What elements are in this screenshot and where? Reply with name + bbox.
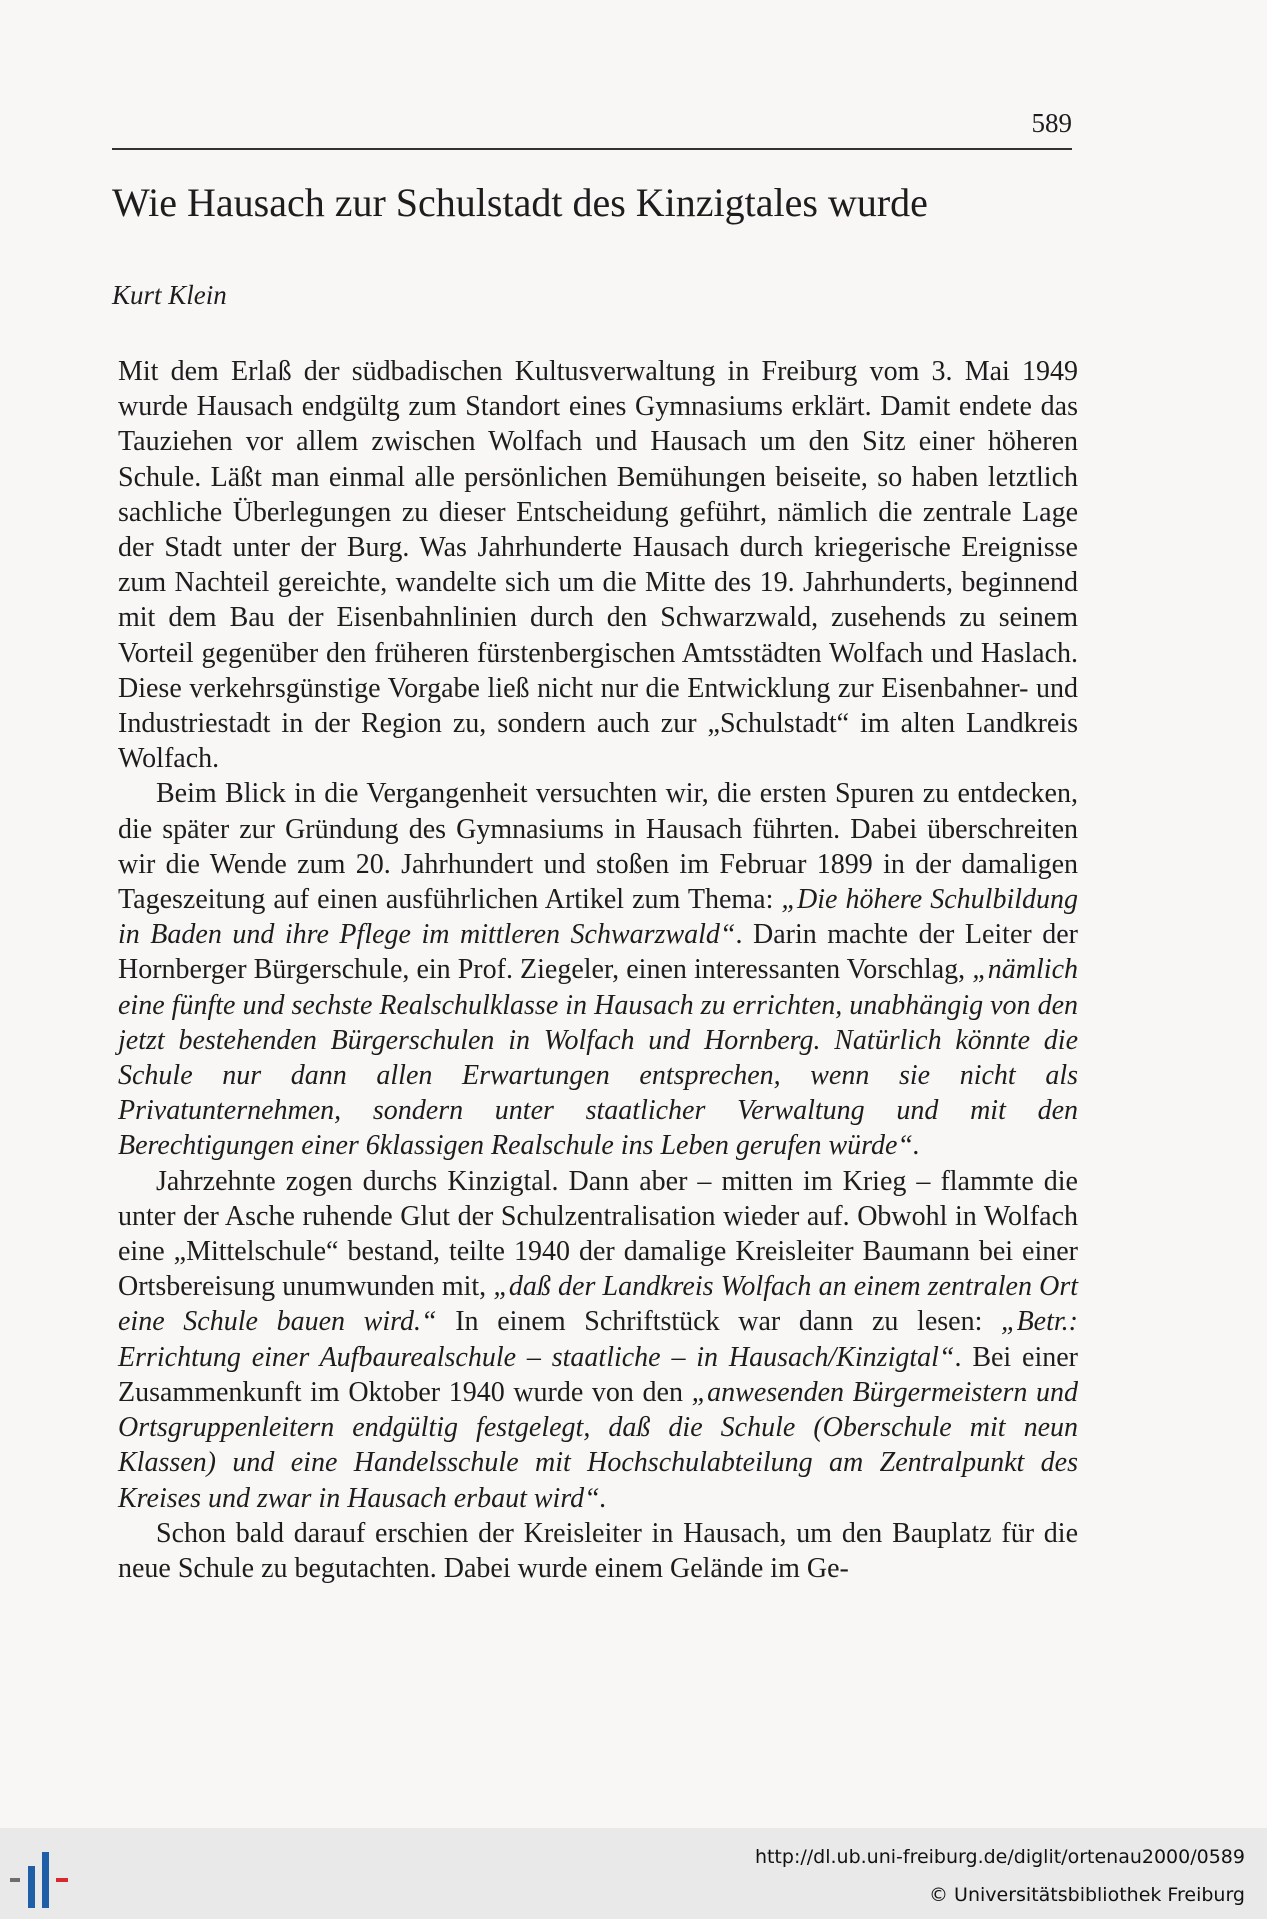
italic-quote: „nämlich eine fünfte und sechste Realschulklasse in Hausach zu errichten, unabhängig von den jetzt bestehenden Bürgerschulen in Wolfach und Hornberg. Natürlich könnte die Schule nur dann allen Erwartungen entsprechen, wenn sie nicht als Privatunternehmen, sondern unter staatlicher Verwaltung und mit den Berechtigungen einer 6klassigen Realschule ins Leben gerufen würde“. [118,954,1078,1162]
text-run: Schon bald darauf erschien der Kreisleiter in Hausach, um den Bauplatz für die neue Schule zu begutachten. Dabei wurde einem Gelände im Ge- [118,1517,1078,1584]
source-url-link[interactable]: http://dl.ub.uni-freiburg.de/diglit/ortenau2000/0589 [754,1846,1245,1868]
paragraph-3 [118,1164,1078,1516]
text-run: In einem Schriftstück war dann zu lesen: [436,1306,1001,1338]
paragraph-1 [118,354,1078,776]
text-run: Jahrzehnte zogen durchs Kinzigtal. Dann aber – mitten im Krieg – flammte die unter der Asche ruhende Glut der Schulzentralisation wieder auf. Obwohl in Wolfach eine „Mittelschule“ bestand, teilte 1940 der damalige Kreisleiter Baumann bei einer Ortsbereisung unumwunden mit, [118,1165,1078,1303]
italic-quote: „anwesenden Bürgermeistern und Ortsgruppenleitern endgültig festgelegt, daß die Schule (Oberschule mit neun Klassen) und eine Handelsschule mit Hochschulabteilung am Zentralpunkt des Kreises und zwar in Hausach erbaut wird“. [118,1376,1078,1514]
text-run: Beim Blick in die Vergangenheit versuchten wir, die ersten Spuren zu entdecken, die später zur Gründung des Gymnasiums in Hausach führten. Dabei überschreiten wir die Wende zum 20. Jahrhundert und stoßen im Februar 1899 in der damaligen Tageszeitung auf einen ausführlichen Artikel zum Thema: [118,778,1078,916]
italic-quote: „Betr.: Errichtung einer Aufbaurealschule – staatliche – in Hausach/Kinzigtal“ [118,1306,1078,1373]
paragraph-2 [118,776,1078,1163]
italic-quote: „daß der Landkreis Wolfach an einem zentralen Ort eine Schule bauen wird.“ [118,1271,1079,1338]
viewer-footer [0,1828,1267,1919]
text-run: Mit dem Erlaß der südbadischen Kultusverwaltung in Freiburg vom 3. Mai 1949 wurde Hausach endgültg zum Standort eines Gymnasiums erklärt. Damit endete das Tauziehen vor allem zwischen Wolfach und Hausach um den Sitz einer höheren Schule. Läßt man einmal alle persönlichen Bemühungen beiseite, so haben letztlich sachliche Überlegungen zu dieser Entscheidung geführt, nämlich die zentrale Lage der Stadt unter der Burg. Was Jahrhunderte Hausach durch kriegerische Ereignisse zum Nachteil gereichte, wandelte sich um die Mitte des 19. Jahrhunderts, beginnend mit dem Bau der Eisenbahnlinien durch den Schwarzwald, zusehends zu seinem Vorteil gegenüber den früheren fürstenbergischen Amtsstädten Wolfach und Haslach. Diese verkehrsgünstige Vorgabe ließ nicht nur die Entwicklung zur Eisenbahner- und Industriestadt in der Region zu, sondern auch zur „Schulstadt“ im alten Landkreis Wolfach. [118,356,1078,775]
page-number: 589 [1031,108,1072,138]
article-title: Wie Hausach zur Schulstadt des Kinzigtales wurde [112,180,928,225]
article-body [118,354,1078,1586]
italic-quote: „Die höhere Schulbildung in Baden und ihre Pflege im mittleren Schwarzwald“ [118,884,1078,951]
header-rule [112,148,1072,150]
paragraph-4 [118,1516,1078,1586]
ub-freiburg-logo-icon [6,1848,82,1910]
text-run: . Darin machte der Leiter der Hornberger Bürgerschule, ein Prof. Ziegeler, einen interessanten Vorschlag, [118,919,1078,986]
article-author: Kurt Klein [112,280,227,310]
copyright-notice: © Universitätsbibliothek Freiburg [929,1884,1245,1906]
text-run: . Bei einer Zusammenkunft im Oktober 1940 wurde von den [118,1341,1078,1408]
